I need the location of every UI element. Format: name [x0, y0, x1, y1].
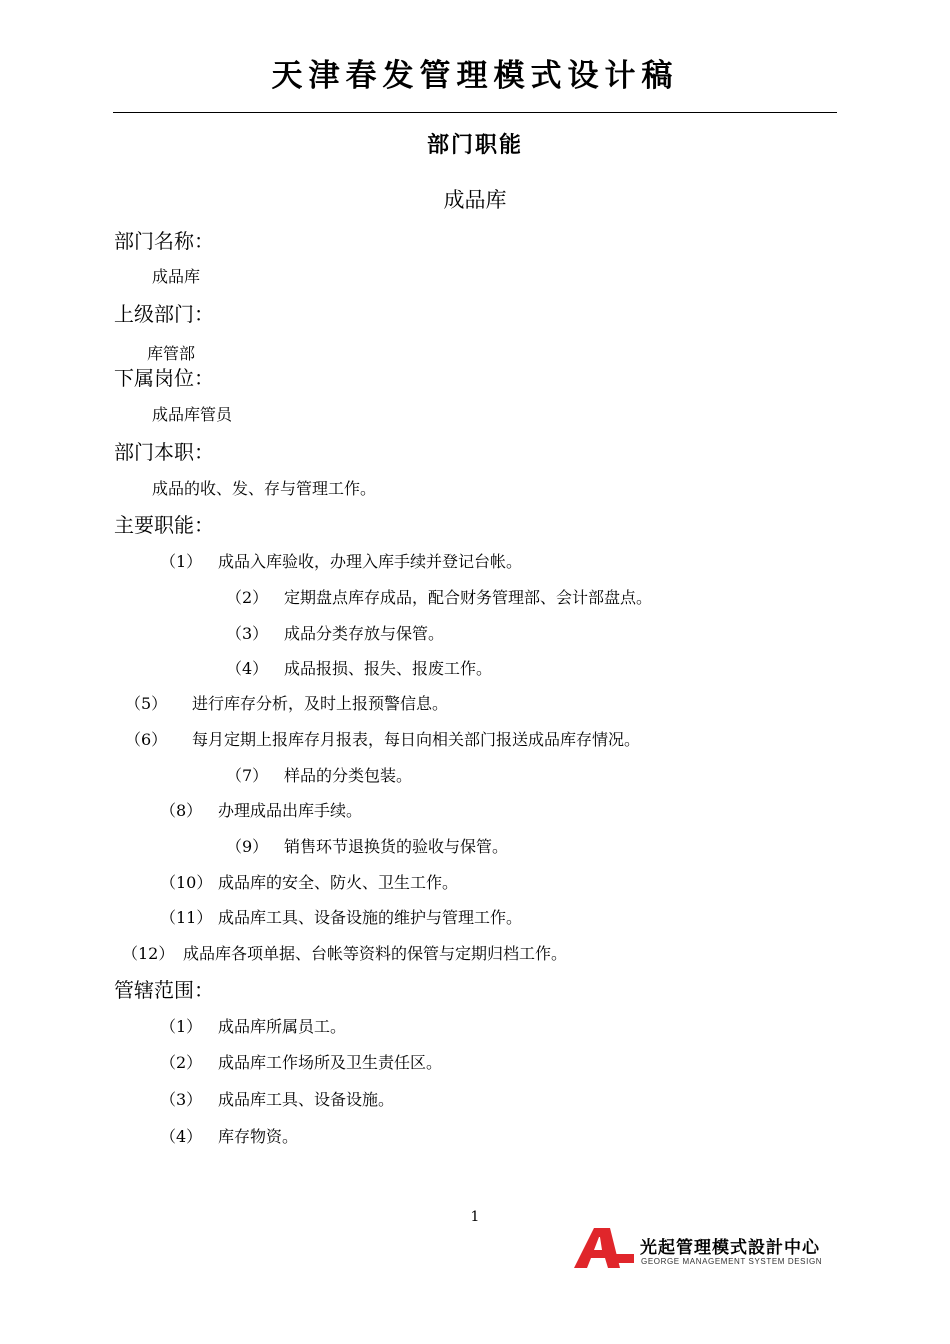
item-number: （11） [160, 908, 213, 927]
section-value-name: 成品库 [152, 267, 201, 286]
item-text: 定期盘点库存成品，配合财务管理部、会计部盘点。 [284, 588, 653, 607]
function-item [226, 834, 508, 857]
logo-english-text: GEORGE MANAGEMENT SYSTEM DESIGN [641, 1257, 823, 1266]
function-item [160, 549, 522, 572]
item-number: （6） [125, 730, 168, 749]
item-text: 进行库存分析，及时上报预警信息。 [192, 694, 449, 713]
function-item [122, 941, 567, 964]
section-label-duty: 部门本职： [114, 440, 214, 464]
section-value-duty: 成品的收、发、存与管理工作。 [152, 479, 377, 498]
item-text: 成品报损、报失、报废工作。 [284, 659, 493, 678]
function-item [226, 585, 652, 608]
function-item [160, 798, 362, 821]
company-logo [574, 1228, 844, 1272]
function-item [125, 691, 448, 714]
item-number: （4） [226, 659, 269, 678]
doc-heading: 部门职能 [426, 133, 523, 158]
item-number: （8） [160, 801, 203, 820]
function-item [226, 621, 444, 644]
section-label-subordinate: 下属岗位： [114, 366, 214, 390]
item-number: （4） [160, 1127, 203, 1146]
page-number: 1 [470, 1209, 480, 1225]
item-text: 成品入库验收，办理入库手续并登记台帐。 [218, 552, 523, 571]
item-text: 成品分类存放与保管。 [284, 624, 445, 643]
header-title: 天津春发管理模式设计稿 [271, 58, 679, 94]
department-title: 成品库 [443, 188, 507, 212]
item-number: （10） [160, 873, 213, 892]
header-divider [113, 112, 837, 113]
item-text: 销售环节退换货的验收与保管。 [284, 837, 509, 856]
section-value-superior: 库管部 [147, 344, 196, 363]
item-number: （9） [226, 837, 269, 856]
function-item [160, 905, 522, 928]
item-text: 成品库各项单据、台帐等资料的保管与定期归档工作。 [183, 944, 568, 963]
scope-item [160, 1050, 442, 1073]
item-number: （7） [226, 766, 269, 785]
item-text: 库存物资。 [218, 1127, 299, 1146]
item-text: 办理成品出库手续。 [218, 801, 363, 820]
item-text: 成品库的安全、防火、卫生工作。 [218, 873, 459, 892]
item-text: 成品库工作场所及卫生责任区。 [218, 1053, 443, 1072]
item-number: （1） [160, 552, 203, 571]
function-item [226, 763, 412, 786]
logo-a-mark-icon [574, 1228, 636, 1268]
item-text: 样品的分类包装。 [284, 766, 413, 785]
function-item [160, 870, 458, 893]
item-text: 成品库所属员工。 [218, 1017, 347, 1036]
section-label-functions: 主要职能： [114, 513, 214, 537]
function-item [226, 656, 492, 679]
section-label-superior: 上级部门： [114, 302, 214, 326]
item-number: （1） [160, 1017, 203, 1036]
function-item [125, 727, 640, 750]
item-number: （2） [160, 1053, 203, 1072]
logo-chinese-text: 光起管理模式設計中心 [640, 1238, 820, 1258]
item-number: （3） [160, 1090, 203, 1109]
item-number: （2） [226, 588, 269, 607]
scope-item [160, 1124, 298, 1147]
item-number: （12） [122, 944, 175, 963]
item-text: 成品库工具、设备设施。 [218, 1090, 395, 1109]
item-text: 成品库工具、设备设施的维护与管理工作。 [218, 908, 523, 927]
section-label-name: 部门名称： [114, 229, 214, 253]
section-value-subordinate: 成品库管员 [152, 405, 233, 424]
item-number: （3） [226, 624, 269, 643]
scope-item [160, 1014, 346, 1037]
section-label-scope: 管辖范围： [114, 978, 214, 1002]
scope-item [160, 1087, 394, 1110]
item-text: 每月定期上报库存月报表，每日向相关部门报送成品库存情况。 [192, 730, 641, 749]
item-number: （5） [125, 694, 168, 713]
